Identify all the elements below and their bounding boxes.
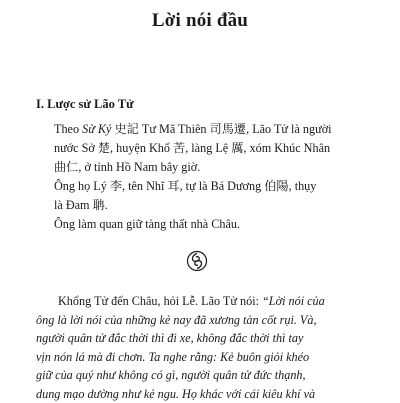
text-line: là Đam 聃. — [54, 196, 354, 215]
paragraph-name — [54, 177, 354, 215]
text-line: Ông làm quan giữ tàng thất nhà Châu. — [54, 215, 354, 234]
text-line: giữ của quý như không có gì, người quân tử đức thạnh, — [36, 366, 386, 385]
body-paragraph — [36, 292, 386, 403]
text-line: Khổng Tử đến Châu, hỏi Lễ. Lão Tử nói: “Lời nói của — [36, 292, 386, 311]
text-line: nước Sở 楚, huyện Khổ 苦, làng Lệ 厲, xóm Khúc Nhân — [54, 139, 354, 158]
paragraph-office — [54, 215, 354, 234]
text-line: dung mạo dường như kẻ ngu. Họ khác với cái kiêu khí và — [36, 385, 386, 403]
text-line: 曲仁, ở tỉnh Hồ Nam bây giờ. — [54, 158, 354, 177]
paragraph-origin — [54, 120, 354, 177]
text-line: ông là lời nói của những kẻ nay đã xương tàn cốt rụi. Và, — [36, 311, 386, 330]
text-line: người quân tử đắc thời thì đi xe, không đắc thời thì tay — [36, 329, 386, 348]
section-heading: I. Lược sử Lão Tử — [36, 97, 134, 112]
text-line: vịn nón lá mà đi chơn. Ta nghe rằng: Kẻ buôn giỏi khéo — [36, 348, 386, 367]
text-line: Ông họ Lý 李, tên Nhĩ 耳, tự là Bá Dương 伯陽, thụy — [54, 177, 354, 196]
text-line: Theo Sử Ký 史記 Tư Mã Thiên 司馬遷, Lão Tử là người — [54, 120, 354, 139]
page-title: Lời nói đầu — [0, 10, 400, 32]
swirl-ornament-icon — [186, 250, 208, 272]
